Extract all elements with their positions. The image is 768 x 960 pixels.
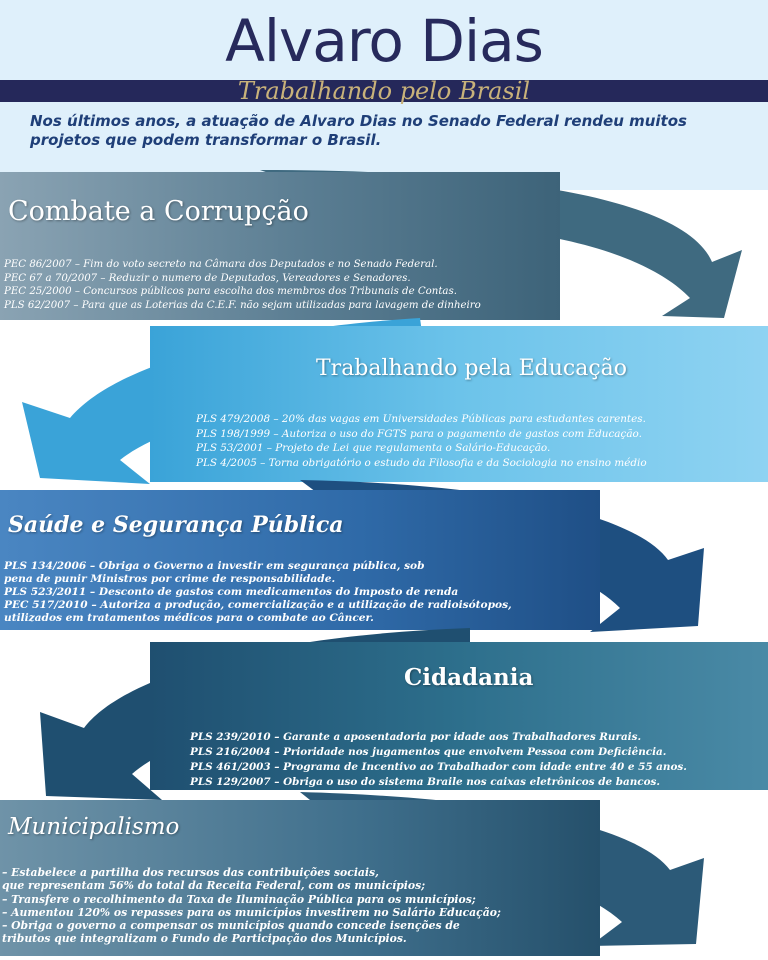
- list-item: PLS 62/2007 – Para que as Loterias da C.E.F. não sejam utilizadas para lavagem de dinheiro: [4, 299, 481, 311]
- list-cidadania: [190, 730, 687, 790]
- heading-municipalismo: Municipalismo: [8, 814, 180, 840]
- list-item: PLS 4/2005 – Torna obrigatório o estudo da Filosofia e da Sociologia no ensino médio: [196, 456, 647, 469]
- list-item: PLS 523/2011 – Desconto de gastos com medicamentos do Imposto de renda: [4, 586, 459, 598]
- list-item: PLS 239/2010 – Garante a aposentadoria por idade aos Trabalhadores Rurais.: [190, 731, 642, 743]
- list-item: PEC 25/2000 – Concursos públicos para escolha dos membros dos Tribunais de Contas.: [4, 286, 457, 297]
- list-item: utilizados em tratamentos médicos para o combate ao Câncer.: [4, 612, 374, 624]
- list-municipalismo: [2, 866, 501, 946]
- list-item: PLS 134/2006 – Obriga o Governo a investir em segurança pública, sob: [4, 560, 425, 572]
- list-item: – Transfere o recolhimento da Taxa de Iluminação Pública para os municípios;: [2, 892, 476, 906]
- list-item: tributos que integralizam o Fundo de Participação dos Municípios.: [2, 932, 407, 946]
- list-item: PLS 198/1999 – Autoriza o uso do FGTS para o pagamento de gastos com Educação.: [196, 427, 642, 440]
- intro-text: Nos últimos anos, a atuação de Alvaro Dias no Senado Federal rendeu muitos projetos que podem transformar o Brasil.: [30, 112, 687, 149]
- list-item: pena de punir Ministros por crime de responsabilidade.: [4, 573, 336, 585]
- list-educacao: [196, 412, 647, 470]
- heading-saude-seguranca: Saúde e Segurança Pública: [8, 512, 344, 538]
- list-item: PEC 86/2007 – Fim do voto secreto na Câmara dos Deputados e no Senado Federal.: [4, 259, 438, 270]
- list-saude-seguranca: [4, 560, 512, 625]
- page-subtitle: Trabalhando pelo Brasil: [237, 77, 531, 105]
- list-combate-corrupcao: [4, 258, 481, 312]
- list-item: – Obriga o governo a compensar os municípios quando concede isenções de: [2, 919, 460, 933]
- heading-cidadania: Cidadania: [404, 664, 534, 691]
- list-item: PEC 67 a 70/2007 – Reduzir o numero de Deputados, Vereadores e Senadores.: [4, 272, 411, 284]
- list-item: que representam 56% do total da Receita Federal, com os municípios;: [2, 879, 426, 893]
- list-item: PLS 216/2004 – Prioridade nos jugamentos que envolvem Pessoa com Deficiência.: [190, 746, 667, 758]
- heading-combate-corrupcao: Combate a Corrupção: [8, 196, 309, 227]
- list-item: – Estabelece a partilha dos recursos das contribuições sociais,: [2, 866, 379, 879]
- list-item: PLS 461/2003 – Programa de Incentivo ao Trabalhador com idade entre 40 e 55 anos.: [190, 761, 687, 773]
- list-item: PLS 129/2007 – Obriga o uso do sistema Braile nos caixas eletrônicos de bancos.: [190, 776, 660, 788]
- heading-educacao: Trabalhando pela Educação: [316, 356, 627, 381]
- list-item: PLS 53/2001 – Projeto de Lei que regulamenta o Salário-Educação.: [196, 442, 551, 454]
- list-item: – Aumentou 120% os repasses para os municípios investirem no Salário Educação;: [2, 905, 501, 919]
- list-item: PEC 517/2010 – Autoriza a produção, comercialização e a utilização de radioisótopos,: [4, 599, 512, 611]
- page-title: Alvaro Dias: [225, 7, 543, 75]
- list-item: PLS 479/2008 – 20% das vagas em Universidades Públicas para estudantes carentes.: [196, 413, 646, 425]
